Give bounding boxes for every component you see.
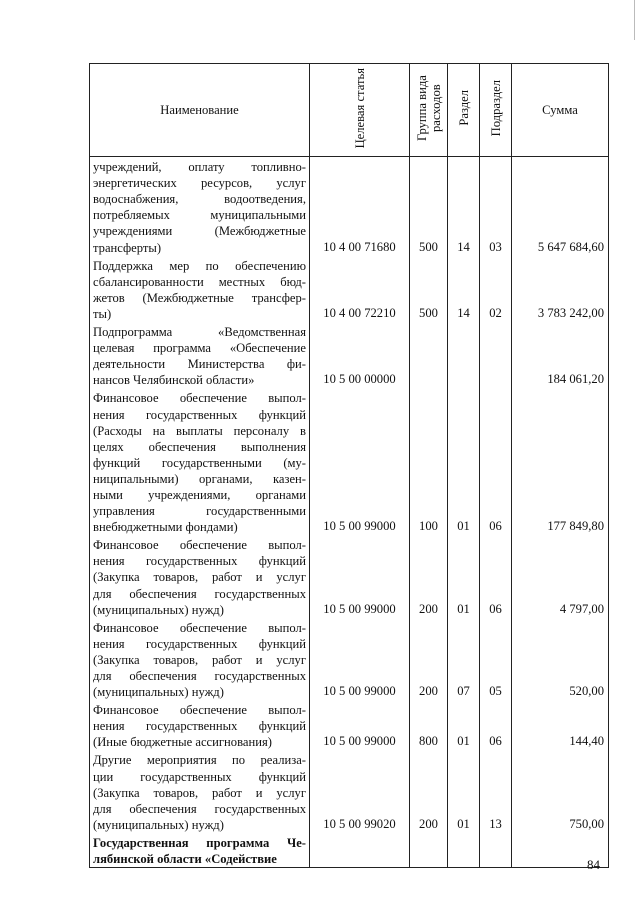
table-row [90, 700, 609, 750]
row-sum: 184 061,20 [512, 322, 609, 388]
row-target-article: 10 5 00 99000 [310, 535, 410, 617]
header-target-article: Целевая статья [310, 64, 410, 157]
table-row [90, 535, 609, 617]
row-name [90, 388, 310, 535]
row-name-line: (Расходы на выплаты персоналу в [93, 423, 306, 438]
row-target-article [310, 833, 410, 868]
header-sum: Сумма [512, 64, 609, 157]
table-row [90, 322, 609, 388]
row-section: 01 [448, 700, 480, 750]
scan-edge-mark [634, 0, 635, 40]
row-expense-group [410, 833, 448, 868]
row-name-line: учреждениями (Межбюджетные [93, 224, 306, 239]
row-name-line: целях обеспечения выполнения [93, 439, 306, 454]
row-name-line: нения государственных функций [93, 554, 306, 569]
row-name-line: сбалансированности местных бюд- [93, 274, 306, 289]
table-header-row [90, 64, 609, 157]
row-target-article: 10 5 00 00000 [310, 322, 410, 388]
row-subsection: 03 [480, 157, 512, 256]
row-name-line: энергетических ресурсов, услуг [93, 176, 306, 191]
table-row [90, 157, 609, 256]
header-subsection: Подраздел [480, 64, 512, 157]
row-name-line: (Закупка товаров, работ и услуг [93, 785, 306, 800]
row-expense-group: 200 [410, 618, 448, 700]
budget-table [89, 63, 609, 868]
row-name-line: ции государственных функций [93, 769, 306, 784]
row-expense-group: 100 [410, 388, 448, 535]
row-name-line: Поддержка мер по обеспечению [93, 258, 306, 273]
row-name-line: ными учреждениями, органами [93, 487, 306, 502]
row-section [448, 833, 480, 868]
row-name [90, 833, 310, 868]
row-target-article: 10 5 00 99020 [310, 750, 410, 832]
header-expense-group: Группа вида расходов [410, 64, 448, 157]
row-name-line: трансферты) [93, 240, 162, 255]
row-expense-group [410, 322, 448, 388]
row-section: 07 [448, 618, 480, 700]
row-section: 01 [448, 750, 480, 832]
row-subsection: 06 [480, 700, 512, 750]
row-sum: 750,00 [512, 750, 609, 832]
header-name: Наименование [90, 64, 310, 157]
row-name [90, 750, 310, 832]
page-number: 84 [587, 857, 600, 872]
row-section: 14 [448, 256, 480, 322]
row-section: 14 [448, 157, 480, 256]
row-name-line: (Иные бюджетные ассигнования) [93, 735, 272, 750]
row-subsection [480, 833, 512, 868]
row-subsection: 06 [480, 535, 512, 617]
row-name-line: Государственная программа Че- [93, 835, 306, 850]
row-subsection [480, 322, 512, 388]
row-name-line: для обеспечения государственных [93, 586, 306, 601]
row-sum: 177 849,80 [512, 388, 609, 535]
row-target-article: 10 4 00 72210 [310, 256, 410, 322]
row-name-line: функций государственными (му- [93, 455, 306, 470]
row-name-line: (муниципальных) нужд) [93, 685, 224, 700]
row-sum: 3 783 242,00 [512, 256, 609, 322]
row-target-article: 10 5 00 99000 [310, 618, 410, 700]
row-name-line: Финансовое обеспечение выпол- [93, 391, 306, 406]
row-name-line: целевая программа «Обеспечение [93, 341, 306, 356]
row-name-line: Финансовое обеспечение выпол- [93, 538, 306, 553]
row-name-line: для обеспечения государственных [93, 669, 306, 683]
row-subsection: 06 [480, 388, 512, 535]
row-name-line: (Закупка товаров, работ и услуг [93, 570, 306, 585]
row-name-line: для обеспечения государственных [93, 801, 306, 816]
table-row [90, 388, 609, 535]
row-sum: 144,40 [512, 700, 609, 750]
row-expense-group: 200 [410, 750, 448, 832]
row-name-line: ты) [93, 306, 112, 321]
table-row [90, 833, 609, 868]
row-name-line: нансов Челябинской области» [93, 373, 255, 388]
row-name-line: водоснабжения, водоотведения, [93, 192, 306, 207]
row-subsection: 13 [480, 750, 512, 832]
table-row [90, 618, 609, 700]
table-row [90, 750, 609, 832]
row-name [90, 157, 310, 256]
row-name-line: Финансовое обеспечение выпол- [93, 620, 306, 635]
table-row [90, 256, 609, 322]
row-sum: 5 647 684,60 [512, 157, 609, 256]
row-section [448, 322, 480, 388]
row-name [90, 700, 310, 750]
row-subsection: 05 [480, 618, 512, 700]
row-name-line: жетов (Межбюджетные трансфер- [93, 290, 306, 305]
row-name-line: нения государственных функций [93, 407, 306, 422]
row-name-line: нения государственных функций [93, 636, 306, 651]
row-name-line: Подпрограмма «Ведомственная [93, 325, 306, 340]
row-name [90, 618, 310, 700]
row-section: 01 [448, 388, 480, 535]
row-name-line: лябинской области «Содействие [93, 852, 277, 867]
row-name-line: потребляемых муниципальными [93, 208, 306, 223]
row-name-line: (муниципальных) нужд) [93, 602, 224, 617]
header-section: Раздел [448, 64, 480, 157]
row-subsection: 02 [480, 256, 512, 322]
row-target-article: 10 4 00 71680 [310, 157, 410, 256]
row-name [90, 535, 310, 617]
row-name-line: (муниципальных) нужд) [93, 817, 224, 832]
row-expense-group: 500 [410, 157, 448, 256]
row-name-line: нения государственных функций [93, 719, 306, 734]
row-expense-group: 500 [410, 256, 448, 322]
row-target-article: 10 5 00 99000 [310, 700, 410, 750]
row-expense-group: 800 [410, 700, 448, 750]
row-expense-group: 200 [410, 535, 448, 617]
row-name-line: внебюджетными фондами) [93, 520, 238, 535]
row-sum: 520,00 [512, 618, 609, 700]
row-name-line: управления государственными [93, 504, 306, 519]
row-name [90, 256, 310, 322]
row-name [90, 322, 310, 388]
row-name-line: (Закупка товаров, работ и услуг [93, 652, 306, 667]
row-section: 01 [448, 535, 480, 617]
row-name-line: деятельности Министерства фи- [93, 357, 306, 372]
row-name-line: учреждений, оплату топливно- [93, 160, 306, 175]
row-name-line: ниципальными) органами, казен- [93, 471, 306, 486]
row-name-line: Финансовое обеспечение выпол- [93, 703, 306, 718]
row-name-line: Другие мероприятия по реализа- [93, 753, 306, 768]
row-target-article: 10 5 00 99000 [310, 388, 410, 535]
row-sum: 4 797,00 [512, 535, 609, 617]
